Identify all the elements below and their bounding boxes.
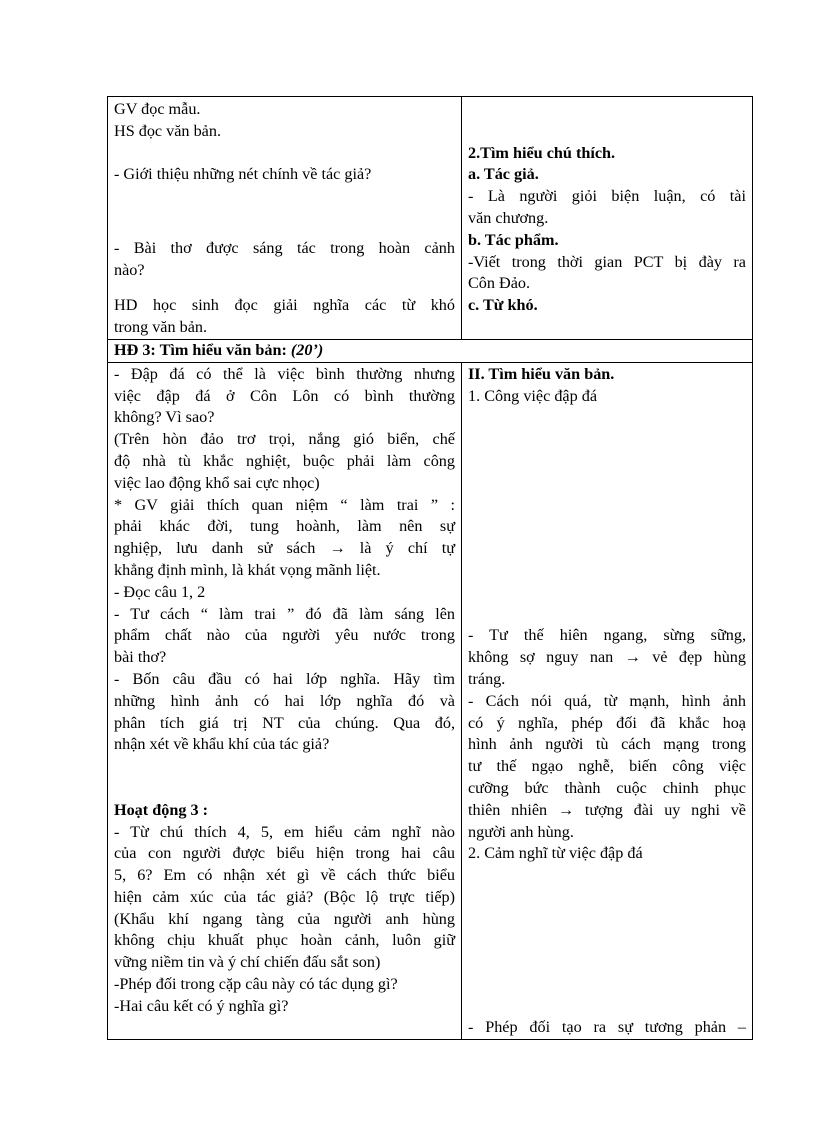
teacher-activity-cell	[108, 97, 462, 340]
text-line: - Đọc câu 1, 2	[114, 582, 206, 601]
table-row	[108, 339, 753, 362]
text-line: thiên nhiên → tượng đài uy nghi về	[468, 800, 746, 819]
text-line: - Là người giỏi biện luận, có tài	[468, 187, 746, 206]
text-line: người anh hùng.	[468, 822, 574, 841]
text-line: - Cách nói quá, từ mạnh, hình ảnh	[468, 691, 746, 710]
text-line: phân tích giá trị NT của chúng. Qua đó,	[114, 713, 455, 732]
text-line: không chịu khuất phục hoàn cảnh, luôn giữ	[114, 931, 455, 950]
text-line: khẳng định mình, là khát vọng mãnh liệt.	[114, 560, 381, 579]
text-line: - Từ chú thích 4, 5, em hiểu cảm nghĩ nào	[114, 822, 455, 841]
text-line: Côn Đảo.	[468, 274, 531, 293]
text-line: vững niềm tin và ý chí chiến đấu sắt son)	[114, 953, 381, 972]
text-line: văn chương.	[468, 208, 549, 227]
section-header-cell	[108, 339, 753, 362]
text-line: GV đọc mẫu.	[114, 100, 201, 118]
text-line: hình ảnh người tù cách mạng trong	[468, 735, 746, 754]
text-line: 5, 6? Em có nhận xét gì về cách thức biểu	[114, 866, 455, 885]
text-line: trong văn bản.	[114, 318, 208, 337]
table-row	[108, 362, 753, 1039]
text-line: -Hai câu kết có ý nghĩa gì?	[114, 996, 289, 1015]
text-line: có ý nghĩa, phép đối đã khắc hoạ	[468, 713, 746, 732]
text-line: nghiệp, lưu danh sử sách → là ý chí tự	[114, 539, 455, 558]
text-line: độ nhà tù khắc nghiệt, buộc phải làm công	[114, 451, 455, 470]
text-line: việc lao động khổ sai cực nhọc)	[114, 473, 320, 492]
text-line: phải khác đời, tung hoành, làm nên sự	[114, 517, 455, 536]
section-heading: 2.Tìm hiểu chú thích.	[468, 143, 616, 162]
text-line: HD học sinh đọc giải nghĩa các từ khó	[114, 296, 455, 315]
text-line: tư thế ngạo nghễ, biến công việc	[468, 757, 746, 776]
text-line: - Tư thế hiên ngang, sừng sững,	[468, 626, 746, 645]
text-line: - Đập đá có thể là việc bình thường nhưng	[114, 364, 455, 383]
lesson-table	[107, 96, 753, 1040]
text-line: tráng.	[468, 669, 506, 688]
content-cell	[462, 97, 753, 340]
text-line: nhận xét về khẩu khí của tác giả?	[114, 735, 330, 754]
question-author: - Giới thiệu những nét chính về tác giả?	[114, 165, 372, 184]
text-line: không sợ nguy nan → vẻ đẹp hùng	[468, 648, 746, 667]
text-line: hiện cảm xúc của tác giả? (Bộc lộ trực tiếp)	[114, 887, 455, 906]
text-line: phẩm chất nào của người yêu nước trong	[114, 626, 455, 645]
subheading: c. Từ khó.	[468, 296, 538, 315]
activity-heading: Hoạt động 3 :	[114, 800, 208, 819]
text-line: - Phép đối tạo ra sự tương phản –	[468, 1018, 746, 1037]
text-line: của con người được biểu hiện trong hai câu	[114, 844, 455, 863]
table-row	[108, 97, 753, 340]
text-line: bài thơ?	[114, 648, 167, 667]
question-context: nào?	[114, 260, 145, 279]
text-line: (Trên hòn đảo trơ trọi, nắng gió biển, chế	[114, 430, 455, 449]
question-context: - Bài thơ được sáng tác trong hoàn cảnh	[114, 238, 455, 257]
text-line: -Phép đối trong cặp câu này có tác dụng gì?	[114, 975, 398, 994]
text-line: việc đập đá ở Côn Lôn có bình thường	[114, 386, 455, 405]
teacher-activity-cell	[108, 362, 462, 1039]
text-line: không? Vì sao?	[114, 408, 215, 427]
text-line: - Bốn câu đầu có hai lớp nghĩa. Hãy tìm	[114, 669, 455, 688]
text-line: * GV giải thích quan niệm “ làm trai ” :	[114, 495, 455, 514]
text-line: - Tư cách “ làm trai ” đó đã làm sáng lên	[114, 604, 455, 623]
text-line: những hình ảnh có hai lớp nghĩa đó và	[114, 691, 455, 710]
text-line: -Viết trong thời gian PCT bị đày ra	[468, 252, 746, 271]
subsection-title: 2. Cảm nghĩ từ việc đập đá	[468, 844, 643, 863]
section-heading: II. Tìm hiểu văn bản.	[468, 364, 615, 383]
text-line: (Khẩu khí ngang tàng của người anh hùng	[114, 909, 455, 928]
text-line: cưỡng bức thành cuộc chinh phục	[468, 778, 746, 797]
subsection-title: 1. Công việc đập đá	[468, 386, 598, 405]
section-time: (20’)	[290, 340, 324, 359]
subheading: a. Tác giả.	[468, 165, 539, 184]
text-line: HS đọc văn bản.	[114, 121, 221, 140]
section-title: HĐ 3: Tìm hiểu văn bản:	[114, 340, 291, 359]
subheading: b. Tác phẩm.	[468, 230, 559, 249]
content-cell	[462, 362, 753, 1039]
